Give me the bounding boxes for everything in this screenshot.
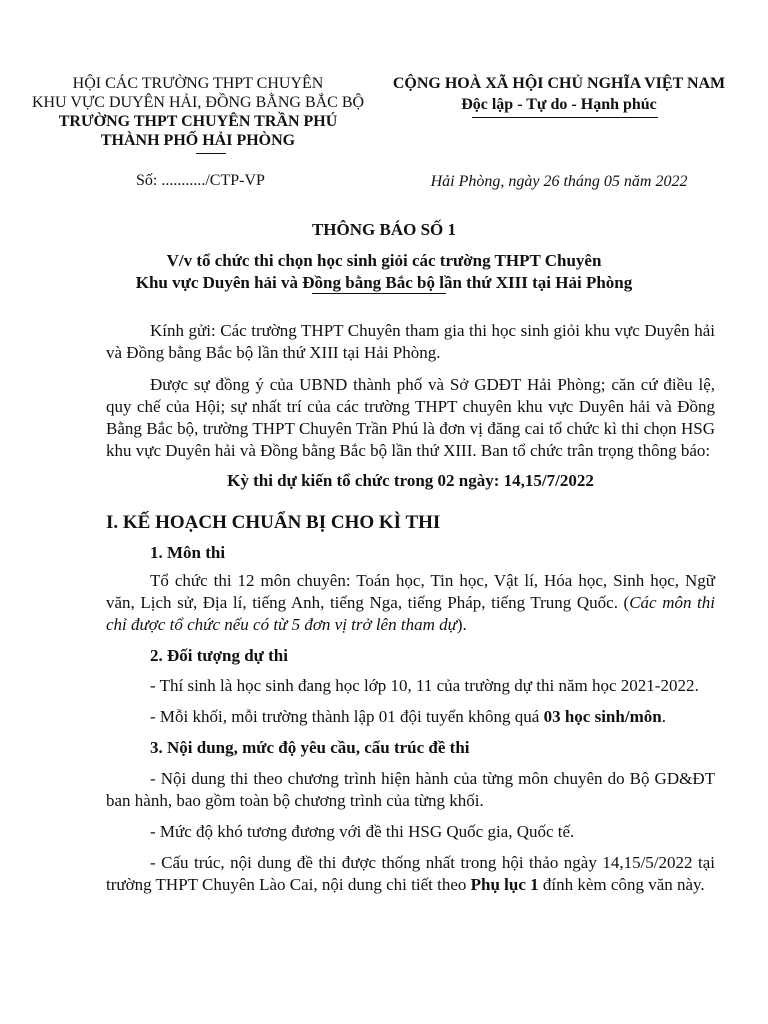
subsection-heading-noi-dung: 3. Nội dung, mức độ yêu cầu, cấu trúc đề thi <box>150 738 470 757</box>
national-motto: Độc lập - Tự do - Hạnh phúc <box>461 96 657 113</box>
difficulty-paragraph: - Mức độ khó tương đương với đề thi HSG Quốc gia, Quốc tế. <box>150 822 575 841</box>
document-number: Số: .........../CTP-VP <box>136 172 265 189</box>
recipient-prefix: Kính gửi: <box>150 321 221 340</box>
exam-date-line: Kỳ thi dự kiến tổ chức trong 02 ngày: 14,15/7/2022 <box>227 471 594 490</box>
team-size-end: . <box>661 707 666 726</box>
structure-paragraph <box>106 852 715 896</box>
intro-paragraph: Được sự đồng ý của UBND thành phố và Sở GDĐT Hải Phòng; căn cứ điều lệ, quy chế của Hội; sự nhất trí của các trường THPT chuyên khu vực Duyên hải và Đồng Bằng Bắc bộ, trường THPT Chuyên Trần Phú là đơn vị đăng cai tổ chức kì thi chọn HSG khu vực Duyên hải và Đồng bằng Bắc bộ lần thứ XIII. Ban tổ chức trân trọng thông báo: <box>106 375 715 460</box>
notice-title: THÔNG BÁO SỐ 1 <box>311 220 457 239</box>
content-paragraph: - Nội dung thi theo chương trình hiện hành của từng môn chuyên do Bộ GD&ĐT ban hành, bao gồm toàn bộ chương trình của từng khối. <box>106 769 715 810</box>
team-size-limit: 03 học sinh/môn <box>543 707 662 726</box>
subjects-text: Tổ chức thi 12 môn chuyên: Toán học, Tin học, Vật lí, Hóa học, Sinh học, Ngữ văn, Lịch sử, Địa lí, tiếng Anh, tiếng Nga, tiếng Pháp, tiếng Trung Quốc. ( <box>106 571 715 612</box>
subjects-close: ). <box>456 615 467 634</box>
issuer-line1: HỘI CÁC TRƯỜNG THPT CHUYÊN <box>72 75 324 92</box>
document-body <box>106 320 715 492</box>
issuer-school: TRƯỜNG THPT CHUYÊN TRẦN PHÚ <box>58 113 338 130</box>
subject-underline <box>312 293 446 294</box>
structure-text: - Cấu trúc, nội dung đề thi được thống nhất trong hội thảo ngày 14,15/5/2022 tại trường THPT Chuyên Lào Cai, nội dung chi tiết theo <box>106 853 715 894</box>
eligibility-paragraph: - Thí sinh là học sinh đang học lớp 10, 11 của trường dự thi năm học 2021-2022. <box>150 676 699 695</box>
structure-end: đính kèm công văn này. <box>538 875 705 894</box>
issuer-city: THÀNH PHỐ HẢI PHÒNG <box>100 132 296 149</box>
motto-underline <box>472 117 658 118</box>
issue-date: Hải Phòng, ngày 26 tháng 05 năm 2022 <box>430 173 688 190</box>
section-1-content <box>106 542 715 896</box>
recipient-text: Các trường THPT Chuyên tham gia thi học sinh giỏi khu vực Duyên hải và Đồng bằng Bắc bộ lần thứ XIII tại Hải Phòng. <box>106 321 715 362</box>
subjects-paragraph <box>106 570 715 636</box>
issuer-underline <box>196 153 226 154</box>
subsection-heading-mon-thi: 1. Môn thi <box>150 543 226 562</box>
section-heading-1: I. KẾ HOẠCH CHUẨN BỊ CHO KÌ THI <box>106 512 441 533</box>
subjects-note: Các môn thi chỉ được tổ chức nếu có từ 5 đơn vị trở lên tham dự <box>106 593 715 634</box>
notice-subject-line1: V/v tổ chức thi chọn học sinh giỏi các trường THPT Chuyên <box>166 251 602 270</box>
notice-subject-line2: Khu vực Duyên hải và Đồng bằng Bắc bộ lần thứ XIII tại Hải Phòng <box>135 273 633 292</box>
appendix-reference: Phụ lục 1 <box>470 875 539 894</box>
team-size-text: - Mỗi khối, mỗi trường thành lập 01 đội tuyển không quá <box>150 707 544 726</box>
issuer-block <box>30 74 366 150</box>
team-size-paragraph <box>106 706 715 728</box>
recipient-paragraph <box>106 320 715 364</box>
issuer-line2: KHU VỰC DUYÊN HẢI, ĐỒNG BẰNG BẮC BỘ <box>31 94 365 111</box>
national-title: CỘNG HOÀ XÃ HỘI CHỦ NGHĨA VIỆT NAM <box>392 75 726 92</box>
subsection-heading-doi-tuong: 2. Đối tượng dự thi <box>150 646 288 665</box>
